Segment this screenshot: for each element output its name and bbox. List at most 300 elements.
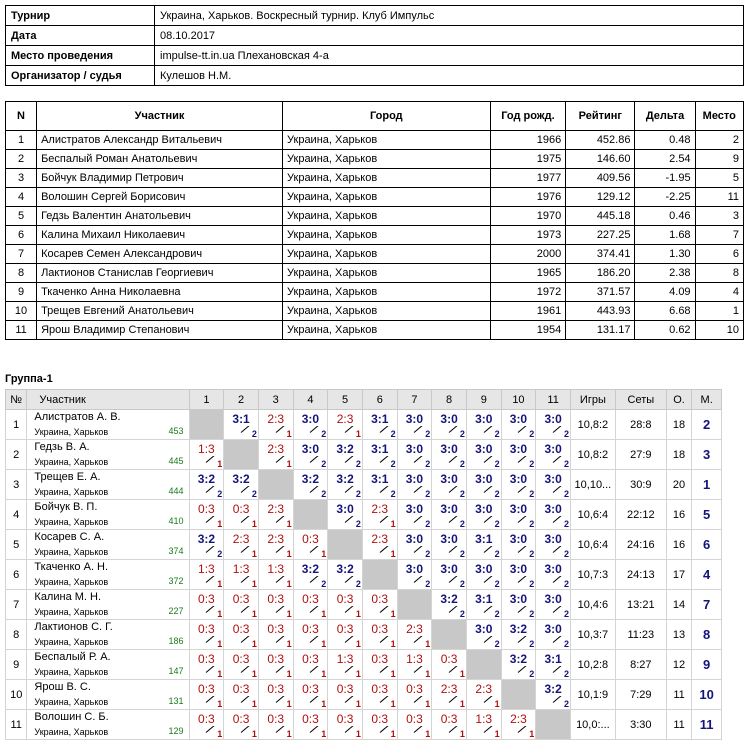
match-points: 2 <box>355 519 361 529</box>
match-score: 1:3 <box>475 712 493 726</box>
match-points: 1 <box>251 549 257 559</box>
crosstable-row-number: 1 <box>6 410 27 440</box>
match-result-cell <box>293 470 328 500</box>
player-place: 8 <box>692 620 722 650</box>
player-place: 11 <box>692 710 722 740</box>
match-score: 3:0 <box>440 532 458 546</box>
participant-rating: 131.17 <box>566 321 635 340</box>
match-points: 2 <box>563 549 569 559</box>
match-points: 2 <box>425 549 431 559</box>
match-result-cell <box>258 710 293 740</box>
player-rating: 129 <box>168 726 184 736</box>
player-short-name: Бойчук В. П. <box>34 501 98 513</box>
participant-rating: 186.20 <box>566 264 635 283</box>
match-score: 1:3 <box>267 562 285 576</box>
match-result-cell <box>258 650 293 680</box>
match-score: 2:3 <box>510 712 527 726</box>
participant-place: 3 <box>695 207 743 226</box>
match-score: 3:1 <box>371 412 389 426</box>
match-score: 0:3 <box>267 712 285 726</box>
player-city: Украина, Харьков <box>34 577 109 587</box>
player-games: 10,1:9 <box>570 680 615 710</box>
match-result-cell <box>328 650 363 680</box>
participant-row <box>6 169 744 188</box>
match-points: 2 <box>217 549 223 559</box>
match-points: 1 <box>425 639 431 649</box>
match-points: 2 <box>459 549 465 559</box>
player-points: 20 <box>666 470 691 500</box>
diagonal-cell <box>189 410 224 440</box>
player-short-name: Калина М. Н. <box>34 591 102 603</box>
participant-rating: 409.56 <box>566 169 635 188</box>
crosstable-row-number: 3 <box>6 470 27 500</box>
match-score: 1:3 <box>406 652 423 666</box>
match-score: 0:3 <box>302 532 319 546</box>
match-result-cell <box>258 440 293 470</box>
crosstable-row <box>6 440 722 470</box>
player-sets: 11:23 <box>615 620 666 650</box>
participant-row <box>6 207 744 226</box>
crosstable-opponent-header: 8 <box>432 390 467 410</box>
player-city: Украина, Харьков <box>34 547 109 557</box>
participant-delta: 2.38 <box>635 264 695 283</box>
player-sets: 24:16 <box>615 530 666 560</box>
match-result-cell <box>397 500 432 530</box>
match-points: 1 <box>251 669 257 679</box>
match-points: 1 <box>217 459 223 469</box>
match-score: 0:3 <box>198 502 215 516</box>
match-points: 1 <box>459 699 465 709</box>
match-result-cell <box>397 560 432 590</box>
match-score: 3:2 <box>301 472 320 486</box>
match-result-cell <box>189 440 224 470</box>
match-points: 1 <box>390 639 396 649</box>
player-rating: 453 <box>168 426 184 436</box>
match-result-cell <box>466 440 501 470</box>
player-games: 10,7:3 <box>570 560 615 590</box>
participant-delta: 0.46 <box>635 207 695 226</box>
participants-column-header: Место <box>695 102 743 131</box>
match-result-cell <box>536 500 571 530</box>
info-label: Дата <box>6 26 155 46</box>
match-points: 2 <box>529 579 535 589</box>
crosstable-row-number: 11 <box>6 710 27 740</box>
match-score: 3:0 <box>440 502 458 516</box>
participant-place: 11 <box>695 188 743 207</box>
info-value: Кулешов Н.М. <box>155 66 744 86</box>
player-place: 5 <box>692 500 722 530</box>
match-score: 2:3 <box>371 502 389 516</box>
match-result-cell <box>258 530 293 560</box>
crosstable-header-row <box>6 390 722 410</box>
participant-birth-year: 1975 <box>490 150 566 169</box>
crosstable-body <box>6 410 722 740</box>
player-city: Украина, Харьков <box>34 637 109 647</box>
crosstable-player-cell <box>27 590 189 620</box>
participant-number: 3 <box>6 169 37 188</box>
participant-place: 6 <box>695 245 743 264</box>
match-score: 3:0 <box>475 442 493 456</box>
match-result-cell <box>432 470 467 500</box>
match-result-cell <box>328 560 363 590</box>
match-points: 1 <box>217 579 223 589</box>
player-short-name: Ярош В. С. <box>34 681 91 693</box>
participant-birth-year: 2000 <box>490 245 566 264</box>
match-points: 2 <box>251 429 257 439</box>
crosstable-row <box>6 680 722 710</box>
participant-row <box>6 245 744 264</box>
crosstable-row-number: 2 <box>6 440 27 470</box>
match-result-cell <box>189 650 224 680</box>
participant-number: 8 <box>6 264 37 283</box>
crosstable-row <box>6 590 722 620</box>
match-result-cell <box>189 530 224 560</box>
match-points: 1 <box>390 729 396 739</box>
match-result-cell <box>258 680 293 710</box>
match-result-cell <box>362 440 397 470</box>
match-result-cell <box>432 650 467 680</box>
participant-place: 10 <box>695 321 743 340</box>
match-score: 0:3 <box>371 682 389 696</box>
crosstable-row-number: 4 <box>6 500 27 530</box>
match-result-cell <box>536 470 571 500</box>
player-rating: 374 <box>168 546 184 556</box>
match-result-cell <box>328 410 363 440</box>
match-result-cell <box>224 590 259 620</box>
match-result-cell <box>258 560 293 590</box>
match-points: 2 <box>529 669 535 679</box>
participant-rating: 374.41 <box>566 245 635 264</box>
match-points: 2 <box>494 639 500 649</box>
participant-delta: 2.54 <box>635 150 695 169</box>
match-result-cell <box>362 650 397 680</box>
participant-name: Ткаченко Анна Николаевна <box>37 283 283 302</box>
participant-name: Косарев Семен Александрович <box>37 245 283 264</box>
match-points: 2 <box>529 549 535 559</box>
participant-number: 2 <box>6 150 37 169</box>
crosstable-row <box>6 530 722 560</box>
match-result-cell <box>258 500 293 530</box>
diagonal-cell <box>293 500 328 530</box>
match-result-cell <box>362 410 397 440</box>
match-points: 2 <box>321 429 327 439</box>
participant-name: Трещев Евгений Анатольевич <box>37 302 283 321</box>
match-score: 3:0 <box>475 562 493 576</box>
participant-city: Украина, Харьков <box>283 264 491 283</box>
player-games: 10,6:4 <box>570 530 615 560</box>
match-score: 2:3 <box>232 532 250 546</box>
participant-row <box>6 264 744 283</box>
match-points: 2 <box>563 609 569 619</box>
match-result-cell <box>293 440 328 470</box>
match-score: 0:3 <box>198 592 215 606</box>
participant-birth-year: 1965 <box>490 264 566 283</box>
crosstable-row <box>6 470 722 500</box>
match-score: 0:3 <box>232 682 250 696</box>
match-points: 1 <box>251 699 257 709</box>
info-value: impulse-tt.in.ua Плехановская 4-а <box>155 46 744 66</box>
match-points: 2 <box>459 459 465 469</box>
match-result-cell <box>189 710 224 740</box>
match-result-cell <box>466 710 501 740</box>
match-result-cell <box>432 590 467 620</box>
match-score: 3:0 <box>509 592 528 606</box>
match-result-cell <box>328 590 363 620</box>
participant-row <box>6 321 744 340</box>
crosstable-opponent-header: 2 <box>224 390 259 410</box>
player-city: Украина, Харьков <box>34 517 109 527</box>
crosstable-player-cell <box>27 500 189 530</box>
match-points: 2 <box>425 429 431 439</box>
match-points: 2 <box>425 519 431 529</box>
match-score: 3:0 <box>405 502 424 516</box>
player-points: 16 <box>666 500 691 530</box>
diagonal-cell <box>536 710 571 740</box>
participant-delta: -1.95 <box>635 169 695 188</box>
group-title: Группа-1 <box>5 373 53 385</box>
match-result-cell <box>536 440 571 470</box>
participant-name: Ярош Владимир Степанович <box>37 321 283 340</box>
match-points: 2 <box>494 519 500 529</box>
match-result-cell <box>258 620 293 650</box>
crosstable-row-number: 9 <box>6 650 27 680</box>
crosstable-row-number: 8 <box>6 620 27 650</box>
match-score: 2:3 <box>267 442 285 456</box>
participant-place: 9 <box>695 150 743 169</box>
match-points: 1 <box>321 639 327 649</box>
crosstable-opponent-header: 7 <box>397 390 432 410</box>
match-points: 2 <box>390 489 396 499</box>
player-sets: 3:30 <box>615 710 666 740</box>
match-score: 3:0 <box>301 442 320 456</box>
match-score: 1:3 <box>198 442 215 456</box>
match-points: 2 <box>529 609 535 619</box>
match-score: 2:3 <box>440 682 458 696</box>
match-points: 2 <box>251 489 257 499</box>
match-score: 3:0 <box>509 502 528 516</box>
player-sets: 13:21 <box>615 590 666 620</box>
match-score: 2:3 <box>475 682 493 696</box>
match-score: 3:0 <box>544 472 562 486</box>
match-result-cell <box>397 650 432 680</box>
participants-column-header: Рейтинг <box>566 102 635 131</box>
crosstable-row <box>6 560 722 590</box>
match-score: 3:1 <box>475 592 493 606</box>
match-result-cell <box>501 620 536 650</box>
match-result-cell <box>362 620 397 650</box>
match-score: 1:3 <box>336 652 354 666</box>
group-crosstable <box>5 389 722 740</box>
match-result-cell <box>432 410 467 440</box>
participant-number: 4 <box>6 188 37 207</box>
match-points: 1 <box>355 729 361 739</box>
match-points: 1 <box>286 459 292 469</box>
participants-body <box>6 131 744 340</box>
match-result-cell <box>224 650 259 680</box>
match-points: 1 <box>217 639 223 649</box>
participant-city: Украина, Харьков <box>283 283 491 302</box>
match-points: 2 <box>494 549 500 559</box>
player-sets: 30:9 <box>615 470 666 500</box>
crosstable-row-number: 5 <box>6 530 27 560</box>
match-score: 0:3 <box>267 592 285 606</box>
match-result-cell <box>328 470 363 500</box>
match-points: 1 <box>286 429 292 439</box>
diagonal-cell <box>328 530 363 560</box>
match-result-cell <box>362 710 397 740</box>
match-score: 0:3 <box>232 652 250 666</box>
match-result-cell <box>432 530 467 560</box>
match-result-cell <box>328 620 363 650</box>
participant-delta: 6.68 <box>635 302 695 321</box>
match-result-cell <box>432 440 467 470</box>
match-points: 1 <box>355 669 361 679</box>
match-points: 1 <box>251 519 257 529</box>
match-points: 1 <box>286 519 292 529</box>
match-points: 1 <box>251 609 257 619</box>
participant-delta: 0.48 <box>635 131 695 150</box>
match-score: 3:0 <box>475 412 493 426</box>
player-city: Украина, Харьков <box>34 667 109 677</box>
participant-city: Украина, Харьков <box>283 131 491 150</box>
participant-birth-year: 1970 <box>490 207 566 226</box>
crosstable-number-header: № <box>6 390 27 410</box>
match-result-cell <box>258 410 293 440</box>
crosstable-row <box>6 650 722 680</box>
match-score: 3:1 <box>371 442 389 456</box>
match-points: 1 <box>355 429 361 439</box>
match-result-cell <box>189 620 224 650</box>
participants-column-header: Дельта <box>635 102 695 131</box>
participant-row <box>6 302 744 321</box>
crosstable-player-cell <box>27 560 189 590</box>
match-score: 2:3 <box>267 502 285 516</box>
match-result-cell <box>362 500 397 530</box>
participant-row <box>6 226 744 245</box>
match-points: 2 <box>355 459 361 469</box>
match-score: 3:0 <box>336 502 354 516</box>
match-result-cell <box>397 440 432 470</box>
player-short-name: Гедзь В. А. <box>34 441 90 453</box>
participant-delta: 0.62 <box>635 321 695 340</box>
participant-city: Украина, Харьков <box>283 302 491 321</box>
match-points: 1 <box>217 669 223 679</box>
player-city: Украина, Харьков <box>34 607 109 617</box>
match-points: 2 <box>459 579 465 589</box>
match-points: 1 <box>390 549 396 559</box>
match-score: 3:0 <box>405 412 424 426</box>
match-score: 3:0 <box>475 472 493 486</box>
crosstable-player-cell <box>27 440 189 470</box>
match-points: 2 <box>563 459 569 469</box>
match-result-cell <box>328 710 363 740</box>
participants-header <box>6 102 744 131</box>
participant-birth-year: 1973 <box>490 226 566 245</box>
match-score: 0:3 <box>198 622 215 636</box>
match-result-cell <box>362 530 397 560</box>
match-points: 1 <box>286 549 292 559</box>
match-result-cell <box>293 590 328 620</box>
crosstable-opponent-header: 10 <box>501 390 536 410</box>
match-result-cell <box>397 680 432 710</box>
crosstable-opponent-header: 9 <box>466 390 501 410</box>
match-points: 1 <box>286 669 292 679</box>
participants-column-header: Участник <box>37 102 283 131</box>
match-result-cell <box>397 470 432 500</box>
match-score: 3:2 <box>544 682 562 696</box>
info-label: Организатор / судья <box>6 66 155 86</box>
participant-city: Украина, Харьков <box>283 150 491 169</box>
participant-name: Алистратов Александр Витальевич <box>37 131 283 150</box>
match-points: 2 <box>459 519 465 529</box>
match-points: 1 <box>355 639 361 649</box>
match-points: 1 <box>321 609 327 619</box>
match-points: 1 <box>286 579 292 589</box>
match-result-cell <box>224 620 259 650</box>
player-rating: 444 <box>168 486 184 496</box>
match-points: 1 <box>459 669 465 679</box>
player-place: 4 <box>692 560 722 590</box>
match-score: 3:0 <box>440 442 458 456</box>
match-points: 2 <box>459 489 465 499</box>
match-result-cell <box>536 650 571 680</box>
match-points: 1 <box>251 729 257 739</box>
match-score: 2:3 <box>406 622 423 636</box>
match-points: 1 <box>251 579 257 589</box>
participant-place: 5 <box>695 169 743 188</box>
participant-number: 9 <box>6 283 37 302</box>
participant-delta: -2.25 <box>635 188 695 207</box>
match-result-cell <box>224 410 259 440</box>
match-points: 2 <box>494 489 500 499</box>
match-points: 1 <box>251 639 257 649</box>
match-points: 2 <box>563 579 569 589</box>
match-result-cell <box>189 560 224 590</box>
participant-name: Бойчук Владимир Петрович <box>37 169 283 188</box>
match-result-cell <box>362 590 397 620</box>
match-result-cell <box>293 410 328 440</box>
match-result-cell <box>466 470 501 500</box>
match-score: 3:0 <box>544 502 562 516</box>
crosstable-player-header: Участник <box>27 390 189 410</box>
diagonal-cell <box>258 470 293 500</box>
match-points: 1 <box>355 609 361 619</box>
match-score: 3:0 <box>475 502 493 516</box>
match-score: 0:3 <box>371 622 389 636</box>
match-score: 3:0 <box>544 532 562 546</box>
match-score: 1:3 <box>232 562 250 576</box>
crosstable-place-header: М. <box>692 390 722 410</box>
player-short-name: Алистратов А. В. <box>34 411 121 423</box>
match-result-cell <box>224 470 259 500</box>
match-result-cell <box>432 710 467 740</box>
participant-rating: 445.18 <box>566 207 635 226</box>
participant-number: 1 <box>6 131 37 150</box>
player-rating: 186 <box>168 636 184 646</box>
player-short-name: Трещев Е. А. <box>34 471 101 483</box>
match-score: 3:0 <box>440 472 458 486</box>
match-result-cell <box>328 500 363 530</box>
match-result-cell <box>293 530 328 560</box>
match-result-cell <box>501 530 536 560</box>
match-points: 2 <box>494 579 500 589</box>
crosstable-opponent-header: 3 <box>258 390 293 410</box>
participant-row <box>6 150 744 169</box>
participant-birth-year: 1961 <box>490 302 566 321</box>
match-points: 2 <box>425 579 431 589</box>
match-score: 0:3 <box>406 682 423 696</box>
match-result-cell <box>293 560 328 590</box>
